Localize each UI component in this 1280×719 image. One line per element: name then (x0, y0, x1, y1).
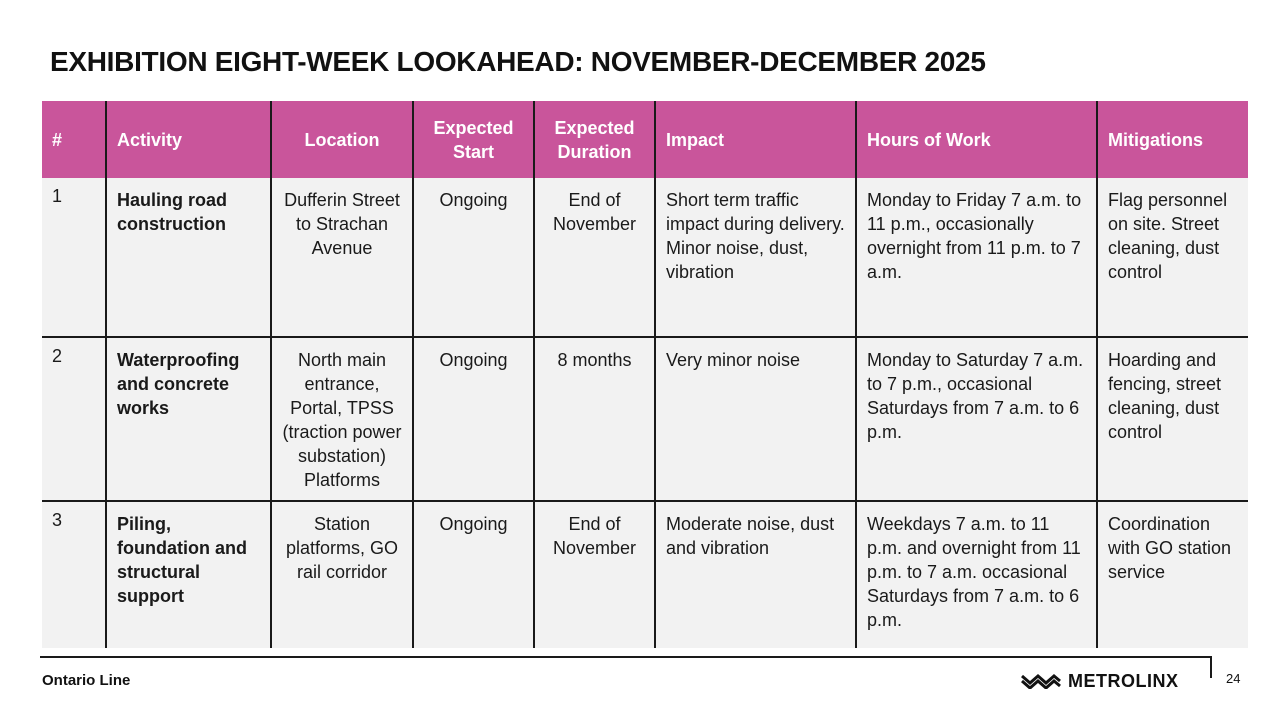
footer-vertical-divider (1210, 656, 1212, 678)
cell-location: Station platforms, GO rail corridor (271, 501, 413, 648)
page-number: 24 (1226, 671, 1241, 686)
cell-impact: Short term traffic impact during delivery. Minor noise, dust, vibration (655, 178, 856, 337)
table-row (42, 337, 1248, 501)
lookahead-table (42, 101, 1248, 648)
cell-activity: Waterproofing and concrete works (106, 337, 271, 501)
cell-hours-of-work: Monday to Saturday 7 a.m. to 7 p.m., occasional Saturdays from 7 a.m. to 6 p.m. (856, 337, 1097, 501)
title-part-1: EXHIBITION EIGHT-WEEK LOOKAHEAD: (50, 46, 584, 77)
footer-program-name: Ontario Line (42, 672, 131, 689)
header-location: Location (271, 101, 413, 178)
title-part-2: NOVEMBER-DECEMBER 2025 (590, 46, 986, 77)
cell-mitigations: Flag personnel on site. Street cleaning, dust control (1097, 178, 1248, 337)
table-row (42, 501, 1248, 648)
table-row (42, 178, 1248, 337)
header-hours-of-work: Hours of Work (856, 101, 1097, 178)
cell-impact: Moderate noise, dust and vibration (655, 501, 856, 648)
cell-num: 2 (42, 337, 106, 501)
cell-num: 3 (42, 501, 106, 648)
cell-expected-duration: End of November (534, 501, 655, 648)
header-mitigations: Mitigations (1097, 101, 1248, 178)
header-expected-duration: Expected Duration (534, 101, 655, 178)
metrolinx-logo (1020, 668, 1179, 694)
logo-text: METROLINX (1068, 670, 1179, 691)
cell-expected-start: Ongoing (413, 178, 534, 337)
cell-num: 1 (42, 178, 106, 337)
cell-location: North main entrance, Portal, TPSS (traction power substation) Platforms (271, 337, 413, 501)
footer-divider (40, 656, 1210, 658)
cell-expected-duration: End of November (534, 178, 655, 337)
cell-expected-start: Ongoing (413, 337, 534, 501)
header-impact: Impact (655, 101, 856, 178)
cell-mitigations: Coordination with GO station service (1097, 501, 1248, 648)
cell-impact: Very minor noise (655, 337, 856, 501)
table-header-row (42, 101, 1248, 178)
cell-hours-of-work: Monday to Friday 7 a.m. to 11 p.m., occasionally overnight from 11 p.m. to 7 a.m. (856, 178, 1097, 337)
cell-hours-of-work: Weekdays 7 a.m. to 11 p.m. and overnight from 11 p.m. to 7 a.m. occasional Saturdays from 7 a.m. to 6 p.m. (856, 501, 1097, 648)
page-title (50, 46, 986, 78)
cell-expected-duration: 8 months (534, 337, 655, 501)
cell-location: Dufferin Street to Strachan Avenue (271, 178, 413, 337)
cell-expected-start: Ongoing (413, 501, 534, 648)
cell-activity: Hauling road construction (106, 178, 271, 337)
header-activity: Activity (106, 101, 271, 178)
metrolinx-wave-icon (1020, 673, 1062, 689)
header-num: # (42, 101, 106, 178)
header-expected-start: Expected Start (413, 101, 534, 178)
cell-activity: Piling, foundation and structural support (106, 501, 271, 648)
cell-mitigations: Hoarding and fencing, street cleaning, dust control (1097, 337, 1248, 501)
